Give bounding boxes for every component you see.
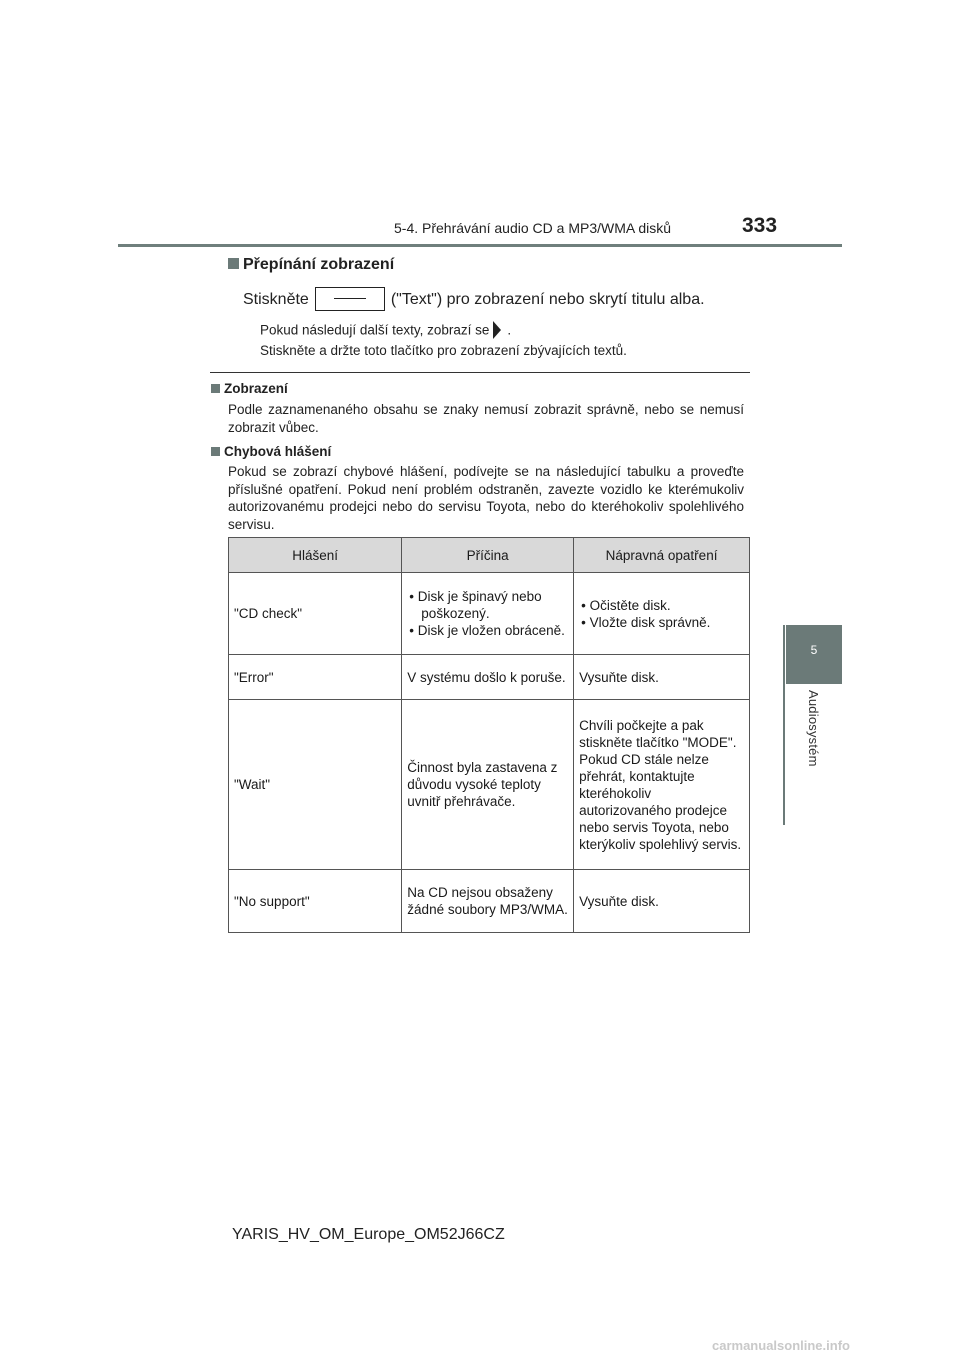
header-divider xyxy=(118,244,842,247)
header-cause: Příčina xyxy=(402,538,574,573)
error-text: Pokud se zobrazí chybové hlášení, podívejte se na následující tabulku a proveďte příslušné opatření. Pokud není problém odstraněn, zavezte vozidlo ke kterémukoliv autorizovanému prodejci nebo do servisu Toyota, nebo do kteréhokoliv spolehlivého servisu. xyxy=(228,464,744,532)
table-row xyxy=(229,655,750,700)
table-row xyxy=(229,870,750,933)
more-text-arrow-icon xyxy=(493,321,501,339)
cell-cause: V systému došlo k poruše. xyxy=(402,655,574,700)
square-bullet-icon xyxy=(211,447,220,456)
side-tab-line xyxy=(783,625,785,825)
document-code: YARIS_HV_OM_Europe_OM52J66CZ xyxy=(232,1226,505,1243)
error-message-table xyxy=(228,537,750,933)
display-text: Podle zaznamenaného obsahu se znaky nemusí zobrazit správně, nebo se nemusí zobrazit vůbec. xyxy=(228,402,744,435)
display-switch-instruction: Stiskněte ("Text") pro zobrazení nebo skrytí titulu alba. xyxy=(243,288,705,312)
note-line-2: Stiskněte a držte toto tlačítko pro zobrazení zbývajících textů. xyxy=(260,343,627,358)
note-line-1: Pokud následují další texty, zobrazí se . xyxy=(260,322,512,338)
cell-remedy: Vysuňte disk. xyxy=(574,655,750,700)
table-row xyxy=(229,573,750,655)
cell-message: "Error" xyxy=(229,655,402,700)
section-title: 5-4. Přehrávání audio CD a MP3/WMA disků xyxy=(394,220,672,236)
cell-remedy: Chvíli počkejte a pak stiskněte tlačítko "MODE". Pokud CD stále nelze přehrát, kontaktujte kteréhokoliv autorizovaného prodejce nebo servis Toyota, nebo kterýkoliv spolehlivý servis. xyxy=(574,700,750,870)
cell-cause: Činnost byla zastavena z důvodu vysoké teploty uvnitř přehrávače. xyxy=(402,700,574,870)
header-message: Hlášení xyxy=(229,538,402,573)
cell-remedy: Vysuňte disk. xyxy=(574,870,750,933)
display-switch-heading: Přepínání zobrazení xyxy=(228,256,394,274)
section-divider xyxy=(210,372,750,373)
cell-message: "CD check" xyxy=(229,573,402,655)
table-header-row xyxy=(229,538,750,573)
cell-cause: Na CD nejsou obsaženy žádné soubory MP3/WMA. xyxy=(402,870,574,933)
square-bullet-icon xyxy=(211,384,220,393)
table-row xyxy=(229,700,750,870)
watermark: carmanualsonline.info xyxy=(712,1338,850,1353)
text-button-icon xyxy=(315,287,385,311)
error-heading: Chybová hlášení xyxy=(211,444,331,459)
square-bullet-icon xyxy=(228,258,239,269)
page-number: 333 xyxy=(742,214,778,237)
chapter-number: 5 xyxy=(810,643,818,657)
header-remedy: Nápravná opatření xyxy=(574,538,750,573)
cell-message: "No support" xyxy=(229,870,402,933)
cell-cause: • Disk je špinavý nebo poškozený. • Disk je vložen obráceně. xyxy=(402,573,574,655)
chapter-tab xyxy=(786,625,842,684)
chapter-label: Audiosystém xyxy=(806,690,821,767)
cell-message: "Wait" xyxy=(229,700,402,870)
cell-remedy: • Očistěte disk. • Vložte disk správně. xyxy=(574,573,750,655)
display-heading: Zobrazení xyxy=(211,381,288,396)
